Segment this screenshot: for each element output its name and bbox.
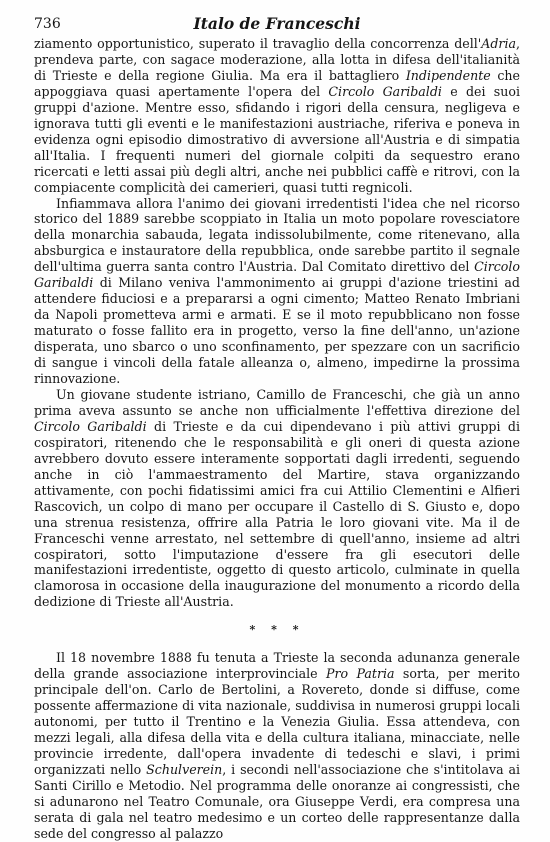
- body-text: [34, 36, 520, 842]
- text-run: , prendeva parte, con sagace moderazione, alla lotta in difesa dell'italianità di Trieste e della regione Giulia. Ma era il battagliero: [34, 36, 520, 83]
- italic-run: Circolo Garibaldi: [34, 259, 520, 291]
- italic-run: Adria: [481, 36, 516, 51]
- text-run: Infiammava allora l'animo dei giovani irredentisti l'idea che nel ricorso storico del 1889 sarebbe scoppiato in Italia un moto popolare rovesciatore della monarchia sabauda, legata indissolubilmente, come ritenevano, alla absburgica e instauratore della repubblica, onde sarebbe partito il segnale dell'ultima guerra santa contro l'Austria. Dal Comitato direttivo del: [34, 195, 520, 275]
- text-run: che appoggiava quasi apertamente l'opera del: [34, 67, 520, 99]
- italic-run: Circolo Garibaldi: [328, 83, 442, 99]
- running-head: Italo de Franceschi: [193, 14, 361, 33]
- text-run: sorta, per merito principale dell'on. Carlo de Bertolini, a Rovereto, donde si diffuse, come possente affermazione di vita nazionale, suddivisa in numerosi gruppi locali autonomi, per tutto il Trentino e la Venezia Giulia. Essa attendeva, con mezzi legali, alla difesa della vita e della cultura italiana, minacciate, nelle provincie irredente, dall'opera invadente di tedeschi e slavi, i primi organizzati nello: [34, 666, 520, 777]
- italic-run: Schulverein: [146, 761, 223, 777]
- paragraph-4: [34, 650, 520, 841]
- italic-run: Circolo Garibaldi: [34, 418, 147, 434]
- paragraph-3: [34, 387, 520, 610]
- text-run: Il 18 novembre 1888 fu tenuta a Trieste la seconda adunanza generale della grande associazione interprovinciale: [34, 650, 520, 682]
- text-run: di Milano veniva l'ammonimento ai gruppi d'azione triestini ad attendere fiduciosi e a prepararsi a ogni cimento; Matteo Renato Imbriani da Napoli prometteva armi e armati. E se il moto repubblicano non fosse maturato o fosse fallito era in progetto, verso la fine dell'anno, un'azione disperata, uno sbarco o uno sconfinamento, per spezzare con un sacrificio di sangue i vincoli della fatale alleanza o, almeno, impedirne la prossima rinnovazione.: [34, 275, 520, 387]
- paragraph-2: [34, 196, 520, 387]
- italic-run: Pro Patria: [325, 666, 395, 682]
- page-header: [34, 12, 520, 36]
- paragraph-1: [34, 36, 520, 196]
- text-run: e dei suoi gruppi d'azione. Mentre esso, sfidando i rigori della censura, negligeva e ignorava tutti gli eventi e le manifestazioni austriache, riferiva e poneva in evidenza ogni episodio dimostrativo di avversione all'Austria e di simpatia all'Italia. I frequenti numeri del giornale colpiti da sequestro erano ricercati e letti assai più degli altri, anche nei pubblici caffè e ritrovi, con la compiacente complicità dei camerieri, quasi tutti regnicoli.: [34, 83, 520, 195]
- text-run: Un giovane studente istriano, Camillo de Franceschi, che già un anno prima aveva assunto se anche non ufficialmente l'effettiva direzione del: [34, 386, 520, 418]
- text-run: di Trieste e da cui dipendevano i più attivi gruppi di cospiratori, ritenendo che le responsabilità e gli oneri di questa azione avrebbero dovuto essere interamente sopportati dagli irredenti, seguendo anche in ciò l'ammaestramento del Martire, stava organizzando attivamente, con pochi fidatissimi amici fra cui Attilio Clementini e Alfieri Rascovich, un colpo di mano per occupare il Castello di S. Giusto e, dopo una strenua resistenza, offrire alla Patria le loro giovani vite. Ma il de Franceschi venne arrestato, nel settembre di quell'anno, insieme ad altri cospiratori, sotto l'imputazione d'essere fra gli esecutori delle manifestazioni irredentiste, oggetto di questo articolo, culminate in quella clamorosa in occasione della inaugurazione del monumento a ricordo della dedizione di Trieste all'Austria.: [34, 418, 520, 610]
- text-run: , i secondi nell'associazione che s'intitolava ai Santi Cirillo e Metodio. Nel programma delle onoranze ai congressisti, che si adunarono nel Teatro Comunale, ora Giuseppe Verdi, era compresa una serata di gala nel teatro medesimo e un corteo delle rappresentanze dalla sede del congresso al palazzo: [34, 761, 520, 841]
- page-number: 736: [34, 16, 61, 32]
- text-run: ziamento opportunistico, superato il travaglio della concorrenza dell': [34, 36, 482, 51]
- section-separator: * * *: [249, 623, 305, 637]
- italic-run: Indipendente: [405, 67, 491, 83]
